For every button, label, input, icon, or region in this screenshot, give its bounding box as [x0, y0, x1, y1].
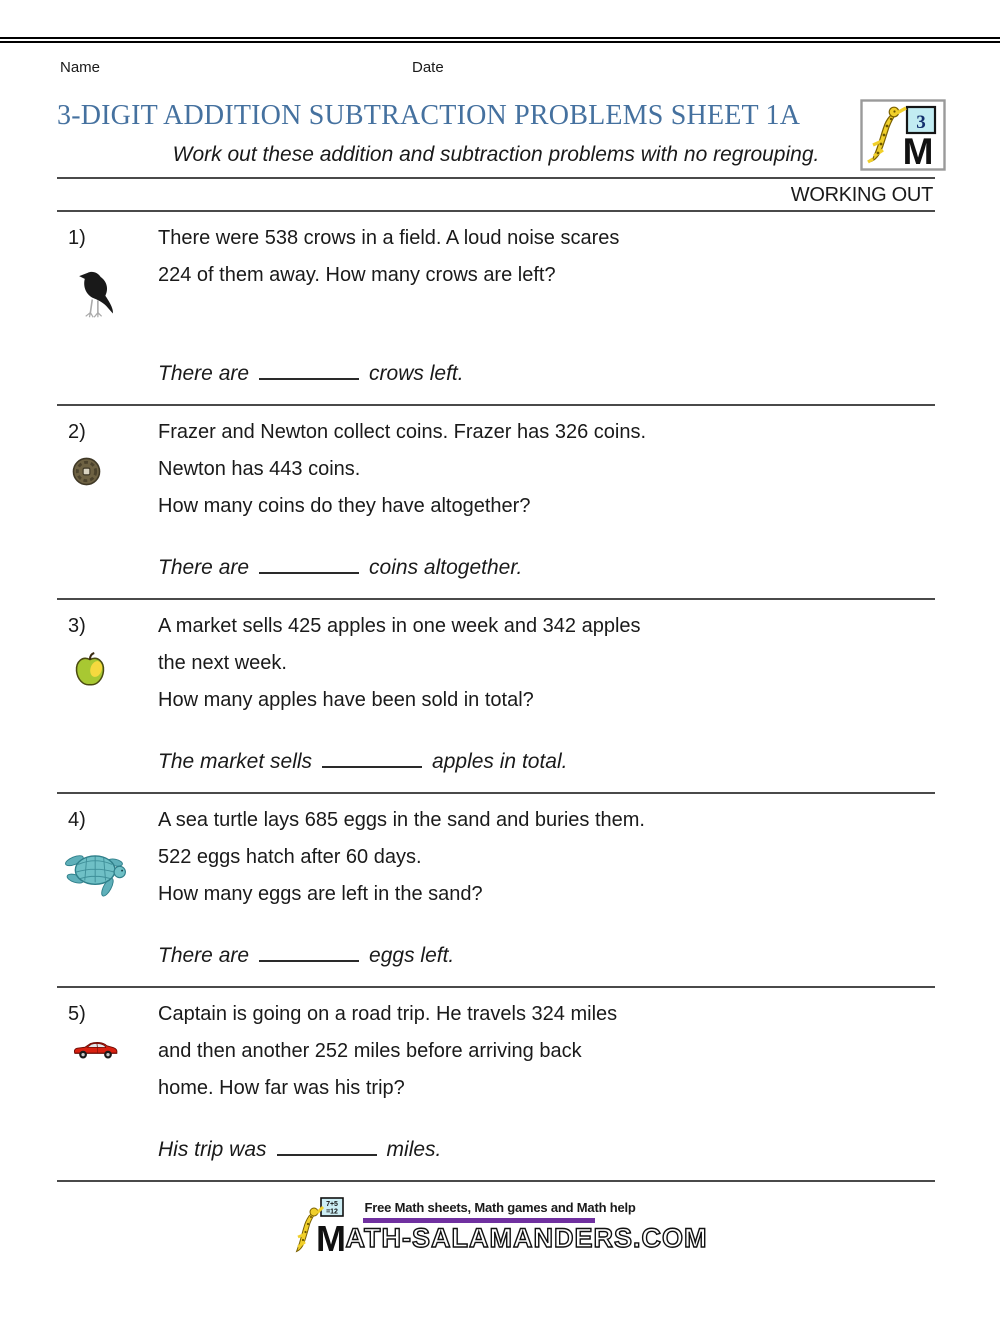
answer-suffix: apples in total. — [432, 750, 567, 774]
problem-row-5 — [57, 988, 935, 1182]
problem-row-3 — [57, 600, 935, 794]
problem-2-answer-line — [158, 554, 935, 580]
problem-5-body — [158, 996, 935, 1180]
problem-4-number: 4) — [68, 802, 158, 839]
problem-2-left-column — [57, 414, 158, 598]
problem-5-answer-line — [158, 1136, 935, 1162]
problem-row-1 — [57, 212, 935, 406]
apple-icon — [72, 651, 158, 694]
crow-icon — [72, 263, 158, 326]
problem-2-body — [158, 414, 935, 598]
page-title: 3-DIGIT ADDITION SUBTRACTION PROBLEMS SHEET 1A — [57, 98, 935, 134]
answer-suffix: eggs left. — [369, 944, 454, 968]
answer-prefix: There are — [158, 944, 249, 968]
coin-icon — [72, 457, 158, 491]
answer-blank[interactable] — [322, 748, 422, 768]
problem-5-number: 5) — [68, 996, 158, 1033]
problem-text-line: A market sells 425 apples in one week and 342 apples — [158, 608, 935, 645]
footer-brand-block — [293, 1196, 708, 1258]
problem-1-number: 1) — [68, 220, 158, 257]
problem-text-line: 224 of them away. How many crows are left? — [158, 257, 935, 294]
problem-text-line: home. How far was his trip? — [158, 1070, 935, 1107]
date-label: Date — [412, 59, 444, 76]
footer-salamander-easel-icon — [293, 1196, 349, 1253]
car-icon — [72, 1039, 158, 1067]
problem-3-number: 3) — [68, 608, 158, 645]
problem-text-line: Frazer and Newton collect coins. Frazer has 326 coins. — [158, 414, 935, 451]
answer-prefix: The market sells — [158, 750, 312, 774]
problem-3-answer-line — [158, 748, 935, 774]
problem-1-answer-line — [158, 360, 935, 386]
meta-row — [0, 59, 1000, 78]
footer-brand-text: ATH-SALAMANDERS.COM — [346, 1224, 708, 1252]
problem-text-line: How many coins do they have altogether? — [158, 488, 935, 525]
worksheet-body — [57, 177, 935, 1182]
answer-prefix: There are — [158, 362, 249, 386]
answer-blank[interactable] — [259, 554, 359, 574]
name-label: Name — [60, 59, 100, 76]
answer-suffix: coins altogether. — [369, 556, 522, 580]
answer-blank[interactable] — [259, 942, 359, 962]
problem-4-left-column — [57, 802, 158, 986]
problem-text-line: Captain is going on a road trip. He travels 324 miles — [158, 996, 935, 1033]
problem-text-line: Newton has 443 coins. — [158, 451, 935, 488]
problem-3-body — [158, 608, 935, 792]
footer-text-column — [349, 1196, 708, 1252]
top-border-rule — [0, 37, 1000, 43]
math-salamanders-corner-logo — [860, 99, 946, 171]
answer-suffix: miles. — [387, 1138, 442, 1162]
problem-3-left-column — [57, 608, 158, 792]
page-subtitle: Work out these addition and subtraction problems with no regrouping. — [57, 141, 935, 168]
problem-text-line: 522 eggs hatch after 60 days. — [158, 839, 935, 876]
footer-tagline: Free Math sheets, Math games and Math help — [365, 1200, 708, 1215]
problem-2-number: 2) — [68, 414, 158, 451]
problem-4-body — [158, 802, 935, 986]
problem-4-answer-line — [158, 942, 935, 968]
logo-m-letter: M — [903, 131, 934, 171]
problem-row-2 — [57, 406, 935, 600]
answer-suffix: crows left. — [369, 362, 464, 386]
problem-1-body — [158, 220, 935, 404]
answer-blank[interactable] — [277, 1136, 377, 1156]
problem-text-line: How many apples have been sold in total? — [158, 682, 935, 719]
worksheet-page — [0, 37, 1000, 1331]
turtle-icon — [64, 845, 158, 904]
answer-prefix: His trip was — [158, 1138, 267, 1162]
footer-salamander-logo — [293, 1196, 349, 1258]
answer-prefix: There are — [158, 556, 249, 580]
answer-blank[interactable] — [259, 360, 359, 380]
problem-text-line: How many eggs are left in the sand? — [158, 876, 935, 913]
footer-brand-m: M — [316, 1218, 346, 1253]
working-out-header: WORKING OUT — [57, 179, 935, 212]
problem-5-left-column — [57, 996, 158, 1180]
problem-1-left-column — [57, 220, 158, 404]
salamander-logo-icon — [860, 99, 946, 171]
problem-text-line: There were 538 crows in a field. A loud noise scares — [158, 220, 935, 257]
problem-text-line: A sea turtle lays 685 eggs in the sand and buries them. — [158, 802, 935, 839]
logo-sign-number: 3 — [916, 112, 926, 133]
problem-text-line: the next week. — [158, 645, 935, 682]
footer-board-line-1: 7+5 — [326, 1201, 338, 1208]
footer-board-line-2: =12 — [326, 1209, 338, 1216]
problem-text-line: and then another 252 miles before arriving back — [158, 1033, 935, 1070]
problem-row-4 — [57, 794, 935, 988]
